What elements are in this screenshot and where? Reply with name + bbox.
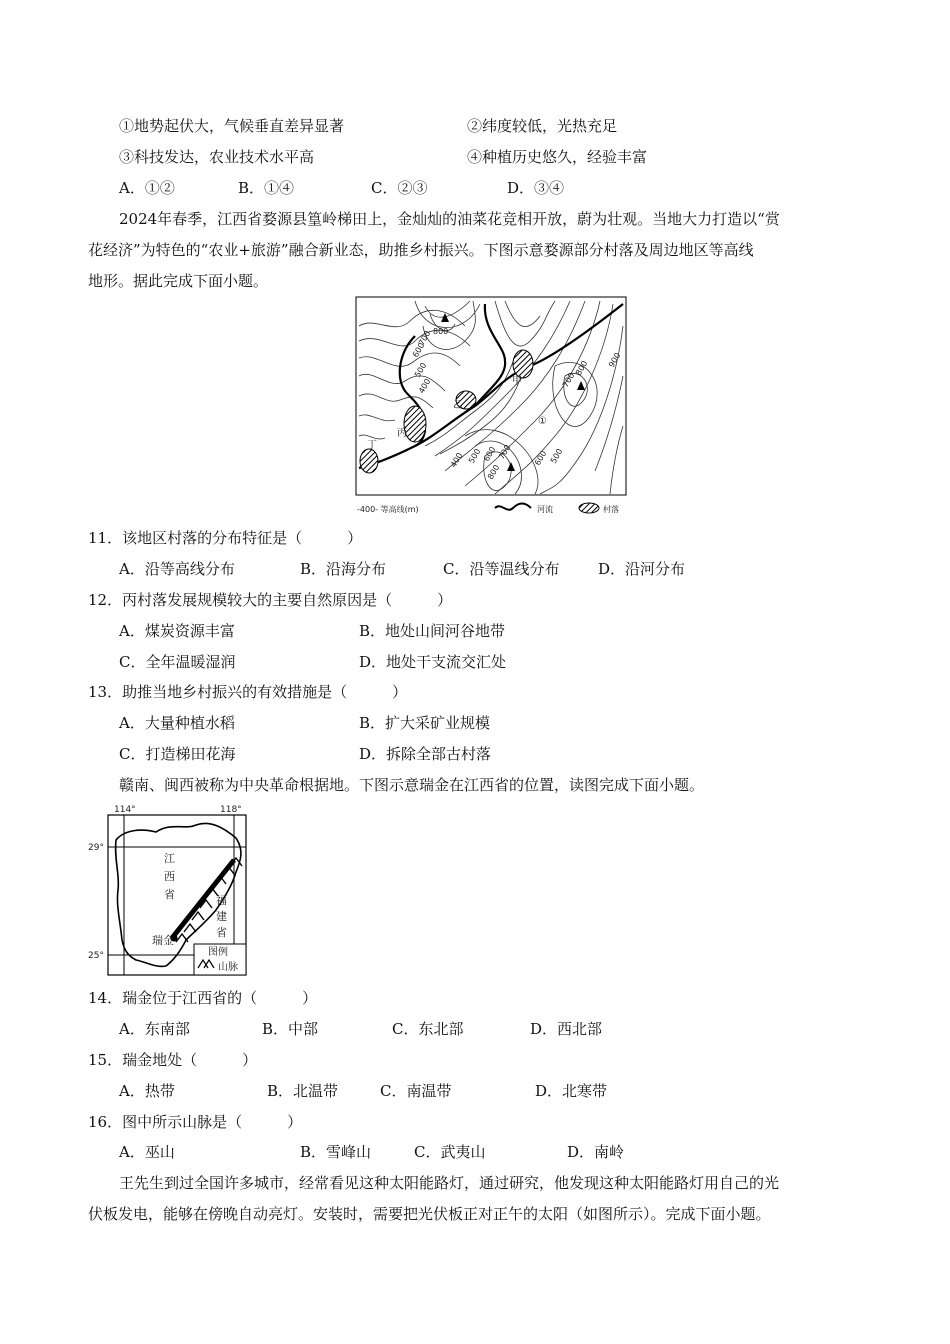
contour-label: 500 xyxy=(466,447,483,465)
province-char: 省 xyxy=(164,888,175,901)
contour-label: 700 xyxy=(560,371,577,389)
q13-option-c: C．打造梯田花海 xyxy=(119,745,236,763)
contour-label: 400 xyxy=(416,377,433,395)
contour-label: 500 xyxy=(412,361,429,379)
contour-label: 700 xyxy=(496,443,513,461)
statement-2: ②纬度较低，光热充足 xyxy=(467,117,618,135)
circle-one-mark: ① xyxy=(538,416,547,427)
q16-option-c: C．武夷山 xyxy=(414,1143,486,1161)
q16-stem: 16．图中所示山脉是（ ） xyxy=(88,1113,303,1131)
province-char: 省 xyxy=(216,926,227,939)
q11-option-d: D．沿河分布 xyxy=(598,560,686,578)
q13-stem: 13．助推当地乡村振兴的有效措施是（ ） xyxy=(88,683,408,701)
intro1-line1: 2024年春季，江西省婺源县篁岭梯田上，金灿灿的油菜花竞相开放，蔚为壮观。当地大力打造以“赏 xyxy=(119,210,780,228)
q16-option-a: A．巫山 xyxy=(119,1143,175,1161)
q14-stem: 14．瑞金位于江西省的（ ） xyxy=(88,989,318,1007)
option-a: A．①② xyxy=(119,179,175,197)
lon-label-114: 114° xyxy=(114,805,136,815)
intro2: 赣南、闽西被称为中央革命根据地。下图示意瑞金在江西省的位置，读图完成下面小题。 xyxy=(119,776,705,794)
contour-label: 600 xyxy=(532,449,549,467)
legend-mountain: 山脉 xyxy=(218,962,238,973)
q15-option-a: A．热带 xyxy=(119,1082,175,1100)
q16-option-b: B．雪峰山 xyxy=(300,1143,372,1161)
option-d: D．③④ xyxy=(507,179,565,197)
legend-village: 村落 xyxy=(603,505,619,514)
village-label-ding: 丁 xyxy=(367,440,377,451)
q11-option-c: C．沿等温线分布 xyxy=(443,560,560,578)
village-label-bing: 丙 xyxy=(397,428,407,439)
village-label-jia: 甲 xyxy=(512,376,522,387)
q11-option-b: B．沿海分布 xyxy=(300,560,387,578)
q12-option-a: A．煤炭资源丰富 xyxy=(119,622,235,640)
intro1-line2: 花经济”为特色的“农业+旅游”融合新业态，助推乡村振兴。下图示意婺源部分村落及周边地区等高线 xyxy=(88,241,754,259)
village-label-yi: 乙 xyxy=(453,400,463,411)
contour-label: 700 xyxy=(416,329,433,347)
contour-label: 900 xyxy=(606,351,623,369)
q14-option-c: C．东北部 xyxy=(392,1020,464,1038)
option-b: B．①④ xyxy=(238,179,295,197)
contour-label: 800 xyxy=(433,327,449,336)
q13-option-b: B．扩大采矿业规模 xyxy=(359,714,491,732)
intro1-line3: 地形。据此完成下面小题。 xyxy=(88,272,269,290)
q15-option-d: D．北寒带 xyxy=(535,1082,608,1100)
jiangxi-map xyxy=(86,800,252,978)
contour-label: 500 xyxy=(548,447,565,465)
intro3-line1: 王先生到过全国许多城市，经常看见这种太阳能路灯，通过研究，他发现这种太阳能路灯用自己的光 xyxy=(119,1174,780,1192)
city-label-ruijin: 瑞金 xyxy=(152,934,174,947)
q15-option-b: B．北温带 xyxy=(267,1082,339,1100)
contour-label: 800 xyxy=(485,463,502,481)
province-char: 建 xyxy=(216,910,227,923)
contour-map xyxy=(355,296,627,518)
contour-label: 600 xyxy=(410,341,427,359)
contour-label: 400 xyxy=(448,451,465,469)
q12-stem: 12．丙村落发展规模较大的主要自然原因是（ ） xyxy=(88,591,453,609)
q16-option-d: D．南岭 xyxy=(567,1143,625,1161)
lon-label-118: 118° xyxy=(220,805,242,815)
contour-label: 800 xyxy=(573,359,590,377)
q12-option-c: C．全年温暖湿润 xyxy=(119,653,236,671)
q15-stem: 15．瑞金地处（ ） xyxy=(88,1051,258,1069)
option-c: C．②③ xyxy=(371,179,428,197)
q14-option-d: D．西北部 xyxy=(530,1020,603,1038)
q11-stem: 11．该地区村落的分布特征是（ ） xyxy=(88,529,363,547)
legend-title: 图例 xyxy=(208,947,228,958)
contour-label: 600 xyxy=(481,445,498,463)
intro3-line2: 伏板发电，能够在傍晚自动亮灯。安装时，需要把光伏板正对正午的太阳（如图所示）。完成下面小题。 xyxy=(88,1205,771,1223)
province-char: 福 xyxy=(216,894,227,907)
statement-1: ①地势起伏大，气候垂直差异显著 xyxy=(119,117,345,135)
q13-option-d: D．拆除全部古村落 xyxy=(359,745,492,763)
legend-river: 河流 xyxy=(537,505,553,514)
q13-option-a: A．大量种植水稻 xyxy=(119,714,235,732)
statement-3: ③科技发达，农业技术水平高 xyxy=(119,148,315,166)
legend-contour: -400- 等高线(m) xyxy=(357,505,419,514)
q12-option-d: D．地处干支流交汇处 xyxy=(359,653,507,671)
province-char: 江 xyxy=(164,852,175,865)
q12-option-b: B．地处山间河谷地带 xyxy=(359,622,506,640)
q11-option-a: A．沿等高线分布 xyxy=(119,560,235,578)
lat-label-29: 29° xyxy=(88,843,104,853)
q15-option-c: C．南温带 xyxy=(380,1082,452,1100)
province-char: 西 xyxy=(164,870,175,883)
lat-label-25: 25° xyxy=(88,951,104,961)
q14-option-a: A．东南部 xyxy=(119,1020,190,1038)
q14-option-b: B．中部 xyxy=(262,1020,319,1038)
statement-4: ④种植历史悠久，经验丰富 xyxy=(467,148,648,166)
